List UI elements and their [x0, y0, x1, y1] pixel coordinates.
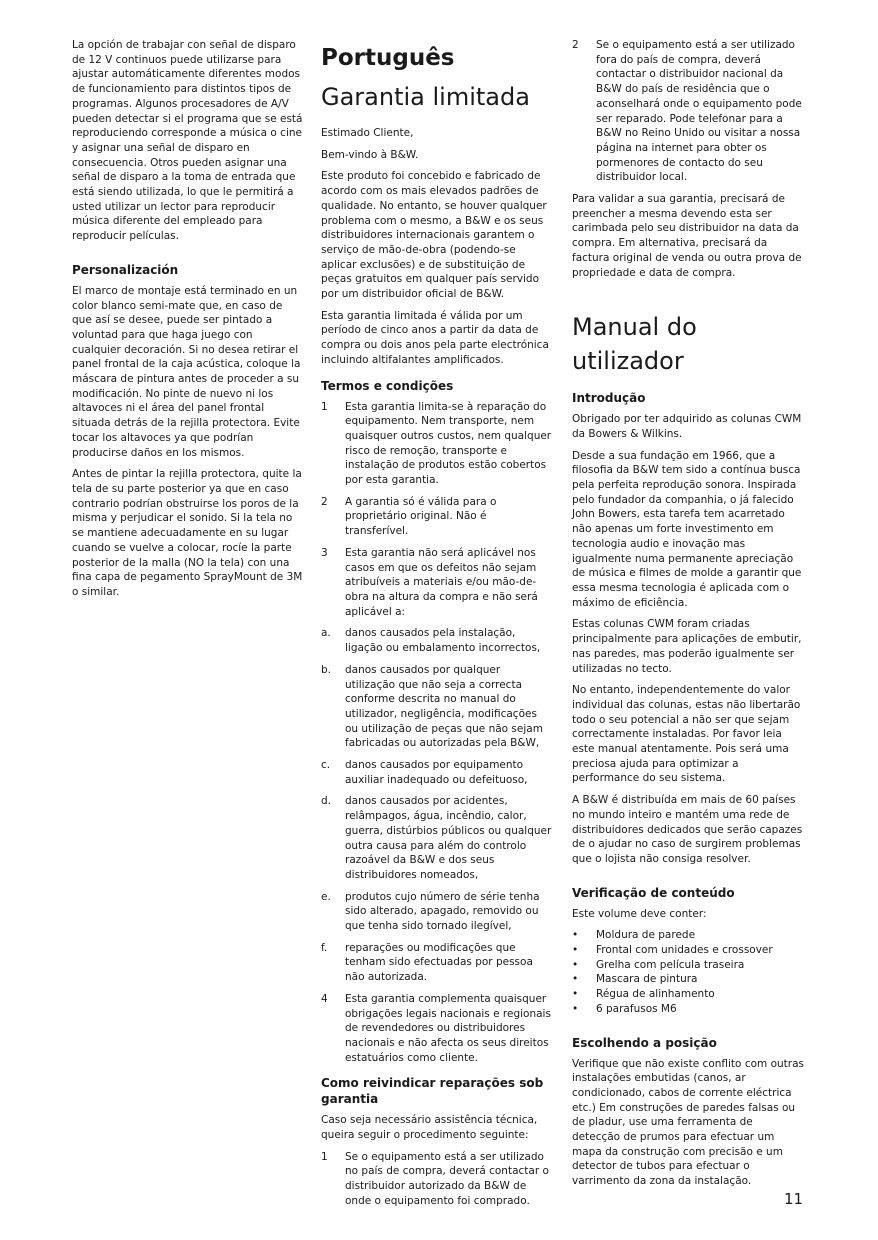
contents-item: [572, 958, 804, 973]
contents-item-text: Grelha com película traseira: [596, 958, 745, 971]
paragraph-contents-intro: Este volume deve conter:: [572, 907, 707, 920]
heading-contents: Verificação de conteúdo: [572, 885, 735, 900]
heading-intro: Introdução: [572, 391, 646, 406]
paragraph-thanks: Obrigado por ter adquirido as colunas CWM da Bowers & Wilkins.: [572, 413, 802, 440]
terms-item: [321, 890, 553, 934]
terms-item: [321, 546, 553, 620]
page-number: 11: [784, 1190, 804, 1208]
contents-item: [572, 972, 804, 987]
terms-item: [321, 626, 553, 655]
claim-step-text: Se o equipamento está a ser utilizado fora do país de compra, deverá contactar o distribuidor nacional da B&W do país de residência que o aconselhará onde o equipamento pode ser reparado. Pode telefonar para a B&W no Reino Unido ou visitar a nossa página na internet para obter os pormenores de contacto do seu distribuidor local.: [596, 39, 802, 184]
paragraph-position: Verifique que não existe conflito com outras instalações embutidas (canos, ar condicionado, cabos de corrente eléctrica etc.) Em construções de paredes falsas ou de pladur, use uma ferramenta de detecção de prumos para efectuar um mapa da construção com precisão e um detector de tubos para efectuar o varrimento da zona da instalação.: [572, 1057, 804, 1188]
contents-item-text: Moldura de parede: [596, 929, 696, 942]
terms-item-number: 2: [321, 495, 328, 508]
terms-item-text: danos causados pela instalação, ligação ou embalamento incorrectos,: [345, 627, 541, 655]
heading-claim: Como reivindicar reparações sob garantia: [321, 1076, 544, 1107]
terms-item-text: Esta garantia limita-se à reparação do equipamento. Nem transporte, nem quaisquer outros custos, nem qualquer risco de remoção, transporte e instalação de produtos estão cobertos por esta garantia.: [345, 400, 552, 487]
paragraph-product: Este produto foi concebido e fabricado de acordo com os mais elevados padrões de qualidade. No entanto, se houver qualquer problema com o mesmo, a B&W e os seus distribuidores internacionais garantem o serviço de mão-de-obra (podendo-se aplicar exclusões) e de substituição de peças gratuitos em qualquer país servido por um distribuidor oficial de B&W.: [321, 170, 547, 301]
terms-item-text: A garantia só é válida para o proprietário original. Não é transferível.: [345, 495, 497, 538]
claim-step-text: Se o equipamento está a ser utilizado no país de compra, deverá contactar o distribuidor autorizado da B&W de onde o equipamento foi comprado.: [345, 1150, 549, 1207]
contents-list: [572, 928, 804, 1016]
terms-item-text: reparações ou modificações que tenham sido efectuadas por pessoa não autorizada.: [345, 941, 533, 984]
heading-position: Escolhendo a posição: [572, 1035, 717, 1050]
terms-item-text: danos causados por equipamento auxiliar inadequado ou defeituoso,: [345, 759, 528, 786]
paragraph-validity: Esta garantia limitada é válida por um período de cinco anos a partir da data de compra ou dois anos pela parte electrónica incluindo altifalantes amplificados.: [321, 309, 549, 366]
contents-item: [572, 987, 804, 1002]
terms-item: [321, 663, 553, 751]
terms-item: [321, 941, 553, 985]
terms-item-number: 1: [321, 400, 328, 413]
terms-item-number: e.: [321, 890, 331, 903]
terms-item: [321, 758, 553, 787]
terms-item-text: produtos cujo número de série tenha sido alterado, apagado, removido ou que tenha sido tornado ilegível,: [345, 890, 540, 933]
paragraph-history: Desde a sua fundação em 1966, que a filosofia da B&W tem sido a contínua busca pela perfeita reprodução sonora. Inspirada pelo fundador da companhia, o já falecido John Bowers, esta tarefa tem acarretado não apenas um forte investimento em tecnologia audio e inovação mas igualmente numa permanente apreciação de música e filmes de molde a garantir que essa mesma tecnologia é aplicada com o máximo de eficiência.: [572, 449, 802, 609]
column-warranty: [321, 38, 553, 1216]
terms-item-text: Esta garantia não será aplicável nos casos em que os defeitos não sejam atribuíveis a materiais e/ou mão-de-obra na altura da compra e não será aplicável a:: [345, 546, 538, 618]
terms-item: [321, 794, 553, 882]
bullet-icon: •: [572, 929, 579, 942]
terms-item-number: 4: [321, 992, 328, 1005]
terms-list: [321, 400, 553, 1066]
bullet-icon: •: [572, 958, 579, 971]
claim-step-number: 1: [321, 1150, 328, 1163]
warranty-title: Garantia limitada: [321, 83, 530, 111]
column-spanish: [72, 38, 304, 607]
contents-item: [572, 928, 804, 943]
bullet-icon: •: [572, 1002, 579, 1015]
claim-step: [572, 38, 804, 185]
terms-item-text: Esta garantia complementa quaisquer obrigações legais nacionais e regionais de revendedores ou distribuidores nacionais e não afecta os seus direitos estatuários como cliente.: [345, 992, 551, 1064]
terms-item: [321, 992, 553, 1066]
contents-item-text: 6 parafusos M6: [596, 1002, 677, 1015]
paragraph-grille: Antes de pintar la rejilla protectora, quite la tela de su parte posterior ya que en caso contrario podrían obstruirse los poros de la misma y perjudicar el sonido. Si la tela no se mantiene adecuadamente en su lugar cuando se vuelve a colocar, rocíe la parte posterior de la malla (NO la tela) con una fina capa de pegamento SprayMount de 3M o similar.: [72, 468, 303, 598]
contents-item: [572, 943, 804, 958]
contents-item-text: Régua de alinhamento: [596, 988, 715, 1001]
paragraph-trigger: La opción de trabajar con señal de disparo de 12 V continuos puede utilizarse para ajustar automáticamente diferentes modos de funcionamiento para distintos tipos de programas. Algunos procesadores de A/V pueden detectar si el programa que se está reproduciendo corresponde a música o cine y asignar una señal de disparo en consecuencia. Otros pueden asignar una señal de disparo a la toma de entrada que está siendo utilizada, lo que le permitirá a usted utilizar un lector para reproducir música diferente del empleado para reproducir películas.: [72, 39, 303, 243]
paragraph-claim-intro: Caso seja necessário assistência técnica, queira seguir o procedimento seguinte:: [321, 1114, 538, 1142]
paragraph-greeting: Estimado Cliente,: [321, 127, 414, 139]
bullet-icon: •: [572, 988, 579, 1001]
bullet-icon: •: [572, 973, 579, 986]
language-heading: Português: [321, 45, 455, 71]
heading-personalizacion: Personalización: [72, 262, 179, 277]
terms-item-number: 3: [321, 546, 328, 559]
manual-title: Manual do utilizador: [572, 313, 697, 376]
paragraph-welcome: Bem-vindo à B&W.: [321, 148, 419, 161]
paragraph-installation: No entanto, independentemente do valor individual das colunas, estas não libertarão todo o seu potencial a não ser que sejam correctamente instaladas. Por favor leia este manual atentamente. Pois será uma preciosa ajuda para optimizar a performance do seu sistema.: [572, 684, 801, 785]
terms-item-number: c.: [321, 759, 331, 772]
terms-item: [321, 495, 553, 539]
contents-item-text: Mascara de pintura: [596, 973, 698, 986]
terms-item: [321, 400, 553, 488]
claim-step: [321, 1150, 553, 1209]
bullet-icon: •: [572, 944, 579, 957]
claim-step-number: 2: [572, 39, 579, 51]
terms-item-number: d.: [321, 795, 332, 808]
terms-item-text: danos causados por acidentes, relâmpagos, água, incêndio, calor, guerra, distúrbios públicos ou qualquer outra causa para além do controlo razoável da B&W e dos seus distribuidores nomeados,: [345, 795, 552, 881]
terms-item-text: danos causados por qualquer utilização que não seja a correcta conforme descrita no manual do utilizador, negligência, modificações ou utilização de peças que não sejam fabricadas ou autorizadas pela B&W,: [345, 663, 543, 750]
paragraph-validate: Para validar a sua garantia, precisará de preencher a mesma devendo esta ser carimbada pelo seu distribuidor na data da compra. Em alternativa, precisará da factura original de venda ou outra prova de propriedade e data de compra.: [572, 193, 802, 279]
column-manual: [572, 38, 804, 1196]
terms-item-number: f.: [321, 941, 328, 954]
heading-terms: Termos e condições: [321, 378, 454, 393]
contents-item: [572, 1002, 804, 1017]
paragraph-applications: Estas colunas CWM foram criadas principalmente para aplicações de embutir, nas paredes, mas poderão igualmente ser utilizadas no tecto.: [572, 618, 802, 675]
paragraph-distribution: A B&W é distribuída em mais de 60 países no mundo inteiro e mantém uma rede de distribuidores dedicados que serão capazes de o ajudar no caso de surgirem problemas que o lojista não consiga resolver.: [572, 794, 803, 865]
terms-item-number: b.: [321, 663, 332, 676]
paragraph-painting: El marco de montaje está terminado en un color blanco semi-mate que, en caso de que así se desee, puede ser pintado a voluntad para que haga juego con cualquier decoración. Si no desea retirar el panel frontal de la caja acústica, coloque la máscara de pintura antes de proceder a su modificación. No pinte de nuevo ni los altavoces ni el área del panel frontal situada detrás de la rejilla protectora. Evite tocar los altavoces ya que podrían producirse daños en los mismos.: [72, 284, 301, 459]
contents-item-text: Frontal com unidades e crossover: [596, 944, 773, 957]
terms-item-number: a.: [321, 627, 331, 640]
